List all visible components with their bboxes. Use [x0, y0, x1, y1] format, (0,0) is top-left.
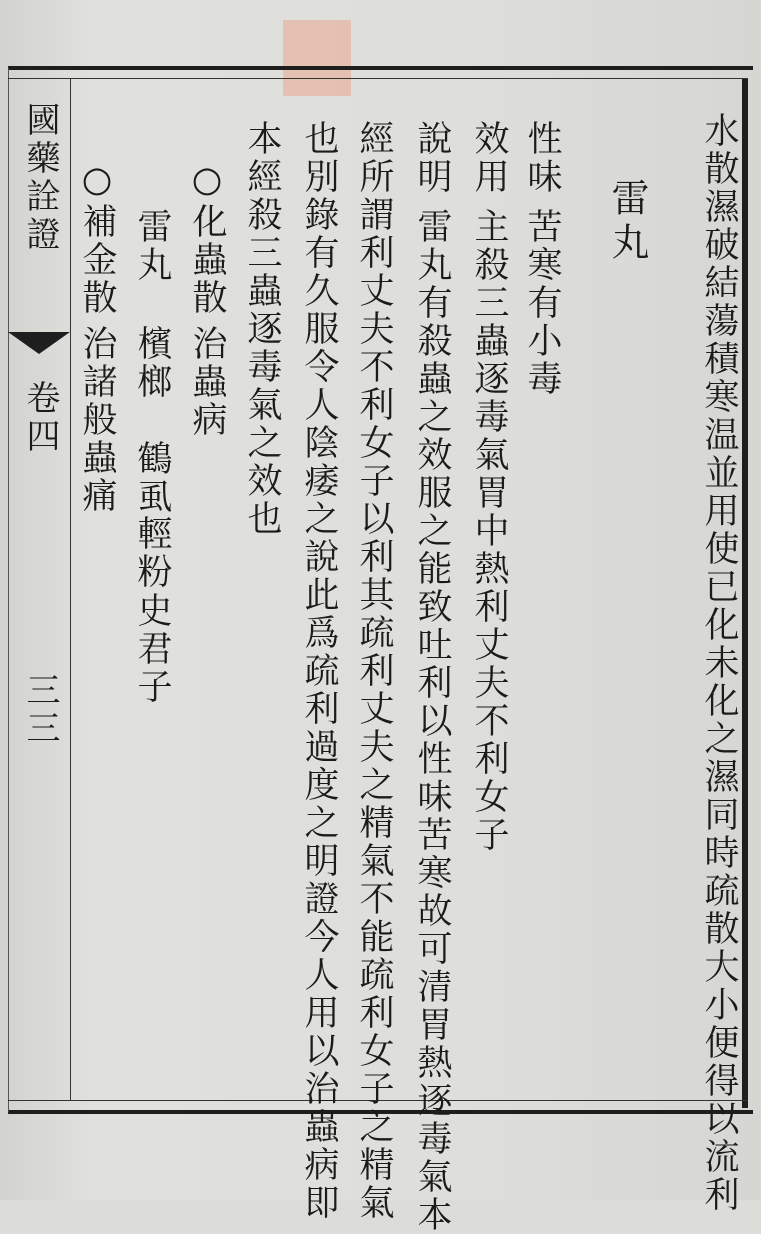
formula-use-bujin: 治諸般蟲痛 [77, 325, 117, 515]
frame-right-border [742, 78, 748, 1108]
ingredient-5: 史君子 [132, 592, 172, 706]
entry-heading: 雷丸 [605, 178, 649, 266]
explanation-label: 說明 [412, 120, 452, 196]
volume-label: 卷四 [20, 380, 60, 456]
property-text: 苦寒有小毒 [522, 208, 562, 398]
explanation-text: 雷丸有殺蟲之效服之能致吐利以性味苦寒故可清胃熱逐毒氣本 [412, 208, 452, 1234]
text-column-8: 本經殺三蟲逐毒氣之效也 [242, 120, 282, 538]
effect-text: 主殺三蟲逐毒氣胃中熱利丈夫不利女子 [469, 208, 509, 854]
formula-use-huachong: 治蟲病 [187, 325, 227, 439]
margin-divider [70, 78, 71, 1100]
ingredient-3: 鶴虱 [132, 440, 172, 516]
property-label: 性味 [522, 120, 562, 196]
text-column-7: 也別錄有久服令人陰痿之說此爲疏利過度之明證今人用以治蟲病即 [299, 120, 339, 1222]
book-title: 國藥詮證 [20, 102, 60, 254]
ingredient-4: 輕粉 [132, 515, 172, 591]
ingredient-1: 雷丸 [132, 208, 172, 284]
page-number: 三三 [20, 672, 60, 748]
effect-label: 效用 [469, 120, 509, 196]
frame-inner-top-rule [8, 78, 748, 79]
fish-tail-mark [8, 332, 70, 354]
ingredient-2: 檳榔 [132, 325, 172, 401]
formula-name-huachong: ○化蟲散 [187, 160, 227, 317]
formula-name-bujin: ○補金散 [77, 160, 117, 317]
text-column-1: 水散濕破結蕩積寒温並用使已化未化之濕同時疏散大小便得以流利 [699, 112, 739, 1214]
text-column-6: 經所謂利丈夫不利女子以利其疏利丈夫之精氣不能疏利女子之精氣 [354, 120, 394, 1222]
